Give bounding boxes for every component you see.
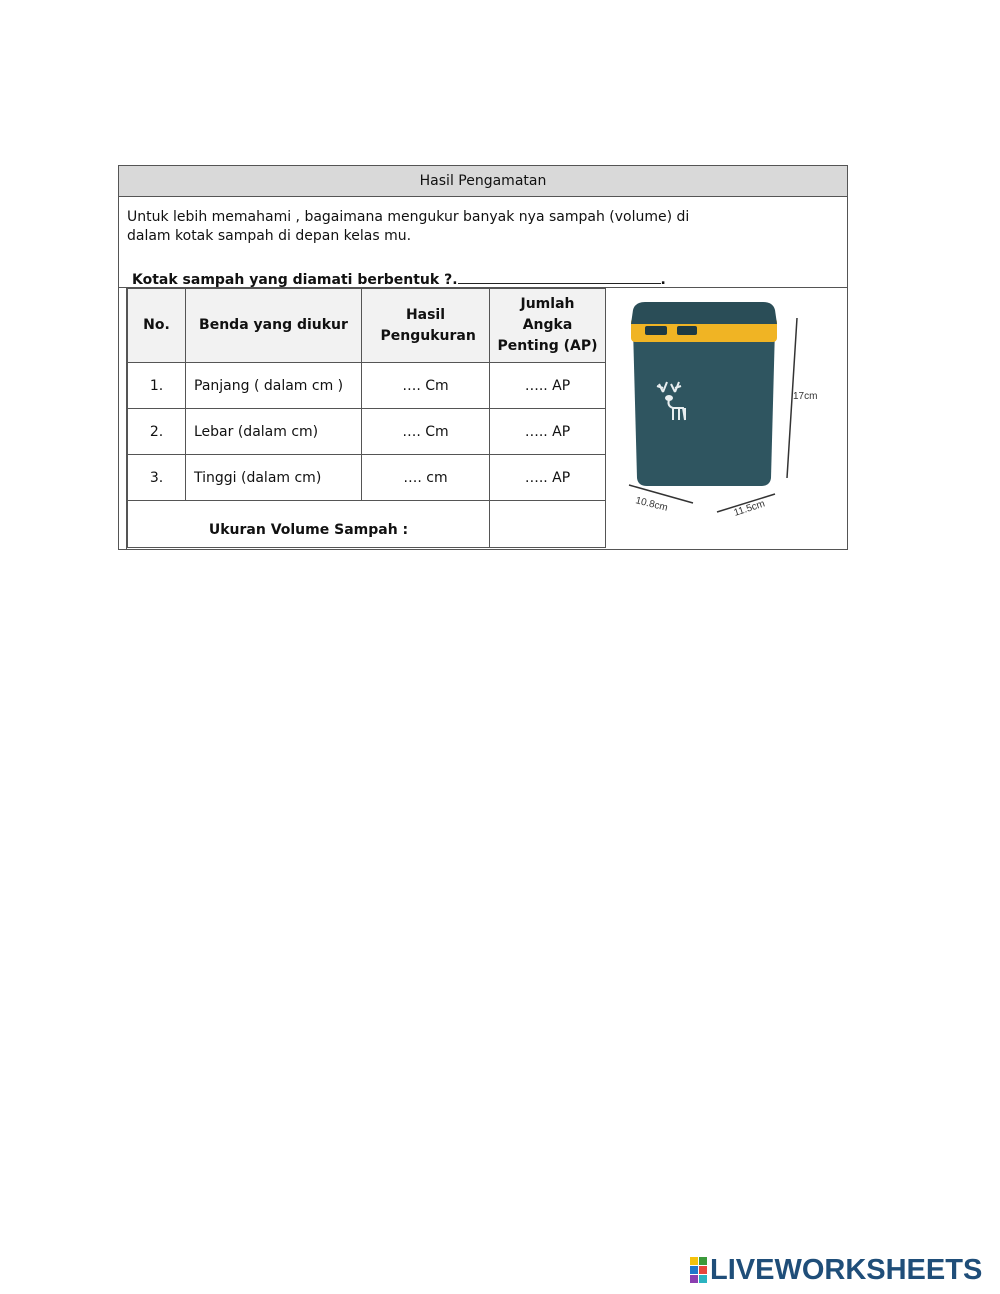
row-ap-input[interactable]: ….. AP bbox=[490, 363, 606, 409]
row-no: 1. bbox=[128, 363, 186, 409]
table-row bbox=[128, 363, 606, 409]
header-no: No. bbox=[128, 289, 186, 363]
header-ap bbox=[490, 289, 606, 363]
bin-lid bbox=[631, 302, 777, 324]
liveworksheets-logo bbox=[690, 1256, 982, 1284]
header-object: Benda yang diukur bbox=[186, 289, 362, 363]
logo-block bbox=[699, 1266, 707, 1274]
shape-question bbox=[132, 270, 666, 288]
logo-block bbox=[690, 1275, 698, 1283]
logo-blocks-icon bbox=[690, 1257, 707, 1283]
row-ap-input[interactable]: ….. AP bbox=[490, 409, 606, 455]
header-result-text: Hasil Pengukuran bbox=[380, 306, 476, 344]
volume-label: Ukuran Volume Sampah : bbox=[128, 501, 490, 548]
volume-answer-input[interactable] bbox=[490, 501, 606, 548]
header-ap-text: Jumlah Angka Penting (AP) bbox=[497, 296, 598, 354]
shape-question-text: Kotak sampah yang diamati berbentuk ?. bbox=[132, 272, 458, 288]
observation-worksheet bbox=[118, 165, 848, 550]
bin-handle-right bbox=[677, 326, 697, 335]
logo-block bbox=[690, 1266, 698, 1274]
row-object: Lebar (dalam cm) bbox=[186, 409, 362, 455]
brand-name: LIVEWORKSHEETS bbox=[710, 1254, 983, 1286]
shape-question-end: . bbox=[660, 272, 666, 288]
row-result-input[interactable]: …. cm bbox=[362, 455, 490, 501]
logo-block bbox=[699, 1275, 707, 1283]
row-object: Tinggi (dalam cm) bbox=[186, 455, 362, 501]
length-label: 10.8cm bbox=[634, 495, 669, 514]
header-result bbox=[362, 289, 490, 363]
width-label: 11.5cm bbox=[732, 498, 767, 519]
row-result-input[interactable]: …. Cm bbox=[362, 363, 490, 409]
worksheet-intro: Untuk lebih memahami , bagaimana mengukur banyak nya sampah (volume) di dalam kotak sampah di depan kelas mu. bbox=[127, 209, 690, 244]
row-no: 3. bbox=[128, 455, 186, 501]
trash-bin-figure bbox=[605, 288, 848, 550]
table-row bbox=[128, 409, 606, 455]
table-row bbox=[128, 455, 606, 501]
measurement-table bbox=[127, 288, 606, 548]
row-no: 2. bbox=[128, 409, 186, 455]
total-row bbox=[128, 501, 606, 548]
table-header-row bbox=[128, 289, 606, 363]
row-object: Panjang ( dalam cm ) bbox=[186, 363, 362, 409]
row-result-input[interactable]: …. Cm bbox=[362, 409, 490, 455]
deer-head bbox=[665, 395, 673, 401]
height-label: 17cm bbox=[793, 391, 818, 402]
logo-block bbox=[699, 1257, 707, 1265]
logo-block bbox=[690, 1257, 698, 1265]
bin-body bbox=[633, 328, 775, 486]
bin-handle-left bbox=[645, 326, 667, 335]
trash-bin-illustration bbox=[605, 288, 848, 550]
shape-answer-blank[interactable] bbox=[458, 270, 661, 284]
row-ap-input[interactable]: ….. AP bbox=[490, 455, 606, 501]
worksheet-title: Hasil Pengamatan bbox=[119, 166, 847, 197]
